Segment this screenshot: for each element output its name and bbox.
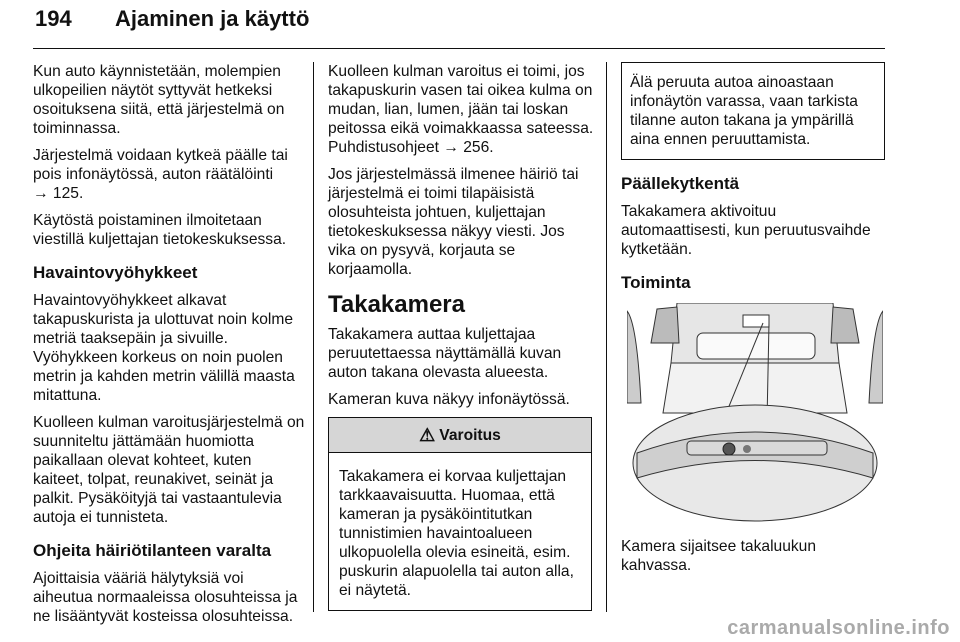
watermark: carmanualsonline.info (727, 617, 950, 639)
paragraph: Jos järjestelmässä ilmenee häiriö tai järjestelmä ei toimi tilapäisistä olosuhteista johtuen, kuljettajan tietokeskuksessa näkyy viesti. Jos vika on pysyvä, korjauta se korjaamolla. (328, 166, 579, 278)
note-box: Älä peruuta autoa ainoastaan infonäytön varassa, vaan tarkista tilanne auton takana ja ympärillä aina ennen peruuttamista. (621, 62, 885, 160)
warning-text: Takakamera ei korvaa kuljettajan tarkkaavaisuutta. Huomaa, että kameran ja pysäköintitutkan tunnistimien havaintoalueen ulkopuolella olevia esineitä, esim. puskurin alapuolella tai auton alla, ei näytetä. (339, 468, 574, 599)
figure-caption: Kamera sijaitsee takaluukun kahvassa. (621, 538, 817, 574)
paragraph: Takakamera aktivoituu automaattisesti, kun peruutusvaihde kytketään. (621, 203, 871, 258)
column-right (621, 62, 885, 583)
rear-camera-illustration (627, 303, 883, 525)
section-heading-function: Toiminta (621, 273, 691, 292)
warning-icon: ⚠ (419, 424, 436, 445)
page-number: 194 (35, 6, 72, 31)
warning-title: Varoitus (439, 426, 501, 444)
paragraph: Havaintovyöhykkeet alkavat takapuskurista ja ulottuvat noin kolme metriä taaksepäin ja sivuille. Vyöhykkeen korkeus on noin puolen metrin ja kahden metrin välillä maasta mitattuna. (33, 292, 295, 404)
paragraph: Takakamera auttaa kuljettajaa peruutettaessa näyttämällä kuvan auton takana olevasta alueesta. (328, 326, 562, 381)
column-left (33, 62, 305, 634)
column-middle (328, 62, 594, 611)
page-reference-link[interactable]: → 125. (33, 185, 84, 202)
warning-header (329, 418, 591, 453)
paragraph (33, 146, 305, 203)
car-rear-camera-icon (627, 303, 883, 525)
section-heading-fault: Ohjeita häiriötilanteen varalta (33, 541, 272, 560)
section-heading-activation: Päällekytkentä (621, 174, 740, 193)
section-heading-zones: Havaintovyöhykkeet (33, 263, 198, 282)
paragraph: Ajoittaisia vääriä hälytyksiä voi aiheutua normaaleissa olosuhteissa ja ne lisääntyvät kosteissa olosuhteissa. (33, 570, 298, 625)
column-divider (313, 62, 314, 612)
header-rule (33, 48, 885, 49)
paragraph: Käytöstä poistaminen ilmoitetaan viestillä kuljettajan tietokeskuksessa. (33, 212, 287, 248)
paragraph: Kuolleen kulman varoitus ei toimi, jos takapuskurin vasen tai oikea kulma on mudan, lian, lumen, jään tai loskan peitossa eikä voimakkaassa sateessa. Puhdistusohjeet → 256. (328, 63, 594, 156)
paragraph-text: Järjestelmä voidaan kytkeä päälle tai pois infonäytössä, auton räätälöinti (33, 147, 288, 183)
paragraph: Kuolleen kulman varoitusjärjestelmä on suunniteltu jättämään huomiotta paikallaan olevat kohteet, kuten kaiteet, tolpat, reunakivet, seinät ja palkit. Pysäköityjä tai vastaantulevia autoja ei tunnisteta. (33, 414, 305, 526)
section-heading-camera: Takakamera (328, 291, 465, 318)
warning-box (328, 417, 592, 611)
paragraph: Kameran kuva näkyy infonäytössä. (328, 391, 570, 408)
page-header (33, 4, 885, 42)
column-divider (606, 62, 607, 612)
paragraph: Kun auto käynnistetään, molempien ulkopeilien näytöt syttyvät hetkeksi osoituksena siitä, että järjestelmä on toiminnassa. (33, 63, 285, 137)
chapter-title: Ajaminen ja käyttö (115, 6, 310, 31)
